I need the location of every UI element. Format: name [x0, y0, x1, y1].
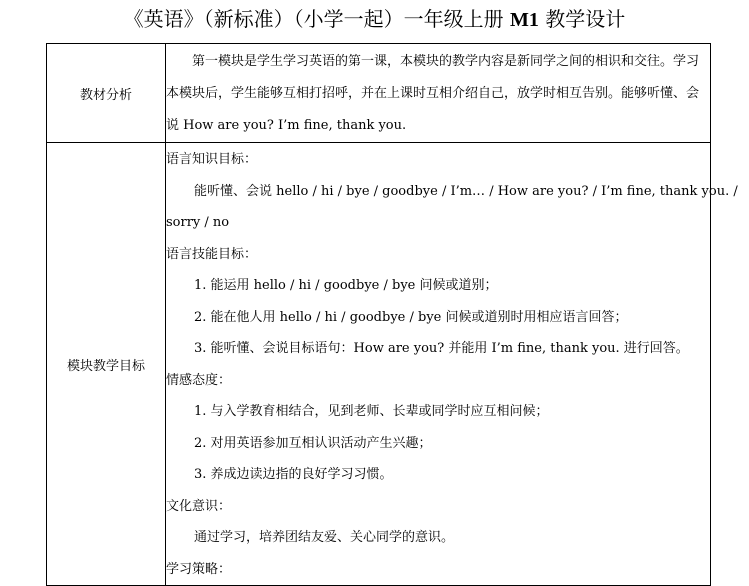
emotion-attitude-item-2: 2. 对用英语参加互相认识活动产生兴趣； [194, 435, 432, 451]
cultural-awareness-text: 通过学习，培养团结友爱、关心同学的意识。 [194, 530, 455, 545]
language-skills-item-2: 2. 能在他人用 hello / hi / goodbye / bye 问候或道别时用相应语言回答； [194, 309, 628, 325]
title-module: M1 [510, 9, 539, 31]
document-title [0, 6, 749, 33]
heading-language-knowledge: 语言知识目标： [166, 152, 258, 167]
heading-learning-strategy: 学习策略： [166, 561, 232, 577]
language-knowledge-line-2: sorry / no [166, 215, 230, 230]
textbook-analysis-cell [166, 44, 711, 143]
language-knowledge-line-1: 能听懂、会说 hello / hi / bye / goodbye / I’m… / How are you? / I’m fine, thank you. / [194, 183, 738, 199]
row-label-textbook-analysis: 教材分析 [47, 44, 166, 143]
row-label-module-objectives: 模块教学目标 [47, 143, 166, 586]
lesson-plan-table [46, 43, 738, 586]
title-prefix: 《英语》（新标准）（小学一起）一年级上册 [123, 7, 511, 31]
table-row-module-objectives [47, 143, 711, 586]
textbook-analysis-text: 第一模块是学生学习英语的第一课，本模块的教学内容是新同学之间的相识和交往。学习本模块后，学生能够互相打招呼，并在上课时互相介绍自己，放学时相互告别。能够听懂、会说 How are you? I’m fine, thank you. [166, 54, 700, 133]
heading-language-skills: 语言技能目标： [166, 246, 258, 262]
module-objectives-cell [166, 143, 738, 586]
emotion-attitude-item-3: 3. 养成边读边指的良好学习习惯。 [194, 467, 393, 482]
heading-cultural-awareness: 文化意识： [166, 498, 232, 514]
emotion-attitude-item-1: 1. 与入学教育相结合，见到老师、长辈或同学时应互相问候； [194, 404, 549, 419]
language-skills-item-3: 3. 能听懂、会说目标语句：How are you? 并能用 I’m fine, thank you. 进行回答。 [194, 341, 689, 356]
table-row-textbook-analysis [47, 44, 711, 143]
heading-emotion-attitude: 情感态度： [166, 372, 232, 388]
title-suffix: 教学设计 [538, 7, 626, 31]
language-skills-item-1: 1. 能运用 hello / hi / goodbye / bye 问候或道别； [194, 278, 498, 293]
